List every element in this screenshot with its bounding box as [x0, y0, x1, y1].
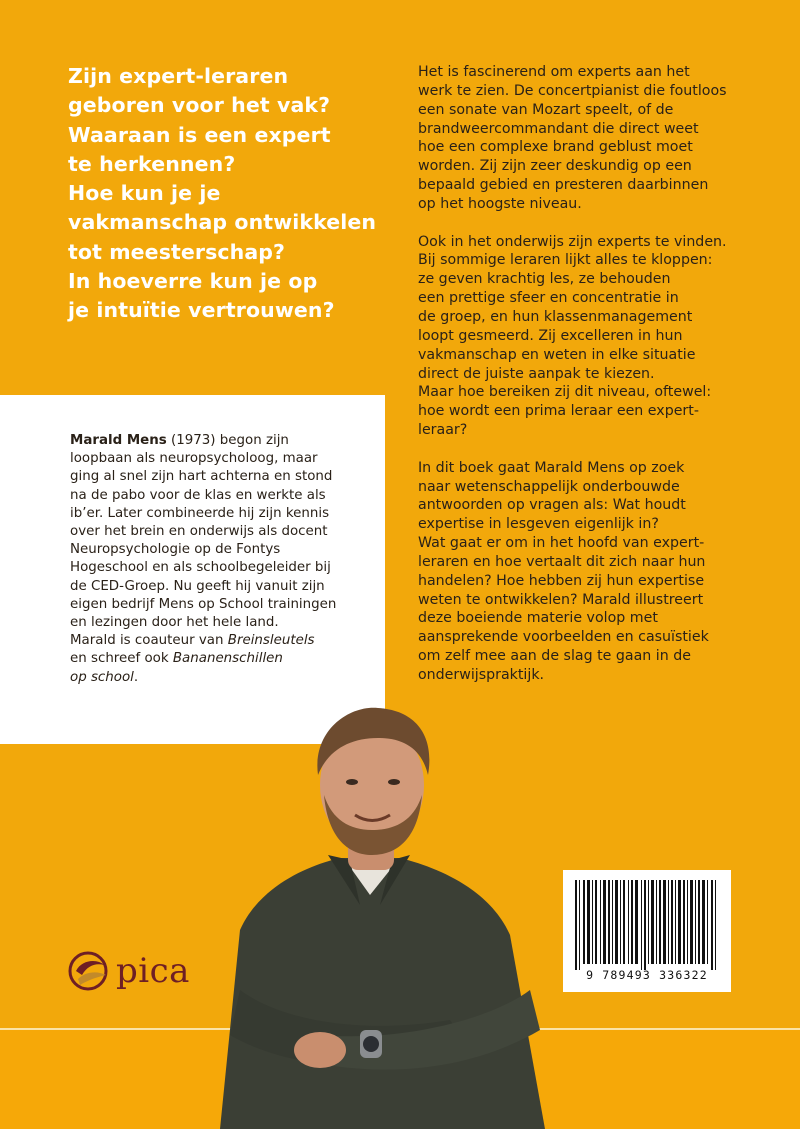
- bio-line: loopbaan als neuropsycholoog, maar: [70, 451, 318, 467]
- blurb-paragraph-1: [418, 63, 770, 214]
- bio-line-rest: (1973) begon zijn: [166, 433, 289, 448]
- blurb-line: ze geven krachtig les, ze behouden: [418, 271, 671, 288]
- blurb-line: Maar hoe bereiken zij dit niveau, oftewel:: [418, 384, 712, 401]
- isbn-number: 9 789493 336322: [586, 968, 708, 982]
- blurb-line: om zelf mee aan de slag te gaan in de: [418, 648, 691, 665]
- bio-line: [70, 669, 370, 687]
- question-line: tot meesterschap?: [68, 239, 286, 264]
- publisher-emblem-icon: [68, 951, 112, 991]
- blurb-line: een sonate van Mozart speelt, of de: [418, 101, 674, 118]
- blurb-line: op het hoogste niveau.: [418, 195, 582, 212]
- blurb-line: hoe een complexe brand geblust moet: [418, 139, 693, 156]
- blurb-line: brandweercommandant die direct weet: [418, 120, 699, 137]
- blurb-paragraph-3: [418, 459, 770, 685]
- blurb-line: worden. Zij zijn zeer deskundig op een: [418, 158, 692, 175]
- blurb-line: Wat gaat er om in het hoofd van expert-: [418, 535, 705, 552]
- bio-line: Neuropsychologie op de Fontys: [70, 542, 281, 558]
- blurb-line: deze boeiende materie volop met: [418, 610, 658, 627]
- question-line: geboren voor het vak?: [68, 93, 331, 118]
- bio-line: na de pabo voor de klas en werkte als: [70, 487, 326, 503]
- blurb-line: Het is fascinerend om experts aan het: [418, 64, 690, 80]
- also-wrote-text: en schreef ook: [70, 651, 173, 667]
- author-name: Marald Mens: [70, 433, 167, 448]
- watch-face: [363, 1036, 379, 1052]
- blurb-line: vakmanschap en weten in elke situatie: [418, 346, 696, 363]
- bio-line: en lezingen door het hele land.: [70, 615, 279, 631]
- blurb-line: onderwijspraktijk.: [418, 667, 545, 683]
- question-line: Zijn expert-leraren: [68, 64, 289, 88]
- bio-line: over het brein en onderwijs als docent: [70, 524, 328, 540]
- book-title-bananenschillen-1: Bananenschillen: [172, 651, 283, 667]
- blurb-line: direct de juiste aanpak te kiezen.: [418, 365, 655, 382]
- blurb-line: Ook in het onderwijs zijn experts te vinden.: [418, 233, 727, 250]
- bio-line: [70, 650, 370, 668]
- blurb-line: de groep, en hun klassenmanagement: [418, 308, 693, 325]
- blurb-paragraph-2: [418, 233, 770, 440]
- book-title-bananenschillen-2: op school: [70, 669, 134, 685]
- back-cover-questions: [68, 62, 388, 326]
- blurb-line: weten te ontwikkelen? Marald illustreert: [418, 591, 704, 608]
- bio-line: ging al snel zijn hart achterna en stond: [70, 469, 333, 485]
- hand: [294, 1032, 346, 1068]
- blurb-line: handelen? Hoe hebben zij hun expertise: [418, 572, 705, 589]
- bio-line: Hogeschool en als schoolbegeleider bij: [70, 560, 331, 576]
- eye-right: [388, 779, 400, 785]
- question-line: Hoe kun je je: [68, 181, 221, 206]
- blurb-line: hoe wordt een prima leraar een expert-: [418, 403, 699, 420]
- book-title-breinsleutels: Breinsleutels: [227, 633, 315, 649]
- bio-line: [70, 432, 370, 450]
- blurb-line: In dit boek gaat Marald Mens op zoek: [418, 459, 685, 476]
- barcode-icon: [573, 880, 721, 970]
- author-bio: [70, 432, 370, 687]
- blurb-line: loopt gesmeerd. Zij excelleren in hun: [418, 327, 683, 344]
- question-line: vakmanschap ontwikkelen: [68, 210, 377, 235]
- blurb-line: leraar?: [418, 422, 468, 439]
- question-line: Waaraan is een expert: [68, 122, 331, 147]
- blurb-line: aansprekende voorbeelden en casuïstiek: [418, 629, 709, 646]
- bio-line: [70, 632, 370, 650]
- bio-line: eigen bedrijf Mens op School trainingen: [70, 596, 337, 612]
- author-photo: [200, 690, 570, 1129]
- coauthor-prefix: Marald is coauteur van: [70, 633, 228, 649]
- blurb-line: naar wetenschappelijk onderbouwde: [418, 478, 680, 495]
- question-line: In hoeverre kun je op: [68, 269, 318, 294]
- blurb-line: Bij sommige leraren lijkt alles te kloppen:: [418, 252, 713, 269]
- blurb-text: [418, 63, 770, 704]
- publisher-logo: [68, 951, 190, 991]
- blurb-line: leraren en hoe vertaalt dit zich naar hun: [418, 553, 706, 570]
- bio-line: ib’er. Later combineerde hij zijn kennis: [70, 505, 330, 521]
- blurb-line: een prettige sfeer en concentratie in: [418, 290, 679, 307]
- blurb-line: antwoorden op vragen als: Wat houdt: [418, 497, 686, 514]
- bio-line: de CED-Groep. Nu geeft hij vanuit zijn: [70, 578, 325, 594]
- blurb-line: expertise in lesgeven eigenlijk in?: [418, 516, 659, 533]
- isbn-barcode: [563, 870, 731, 992]
- question-line: te herkennen?: [68, 151, 236, 176]
- bio-period: .: [133, 669, 139, 685]
- publisher-name: pica: [116, 951, 190, 991]
- blurb-line: werk te zien. De concertpianist die foutloos: [418, 82, 727, 99]
- blurb-line: bepaald gebied en presteren daarbinnen: [418, 177, 709, 194]
- question-line: je intuïtie vertrouwen?: [68, 298, 335, 323]
- eye-left: [346, 779, 358, 785]
